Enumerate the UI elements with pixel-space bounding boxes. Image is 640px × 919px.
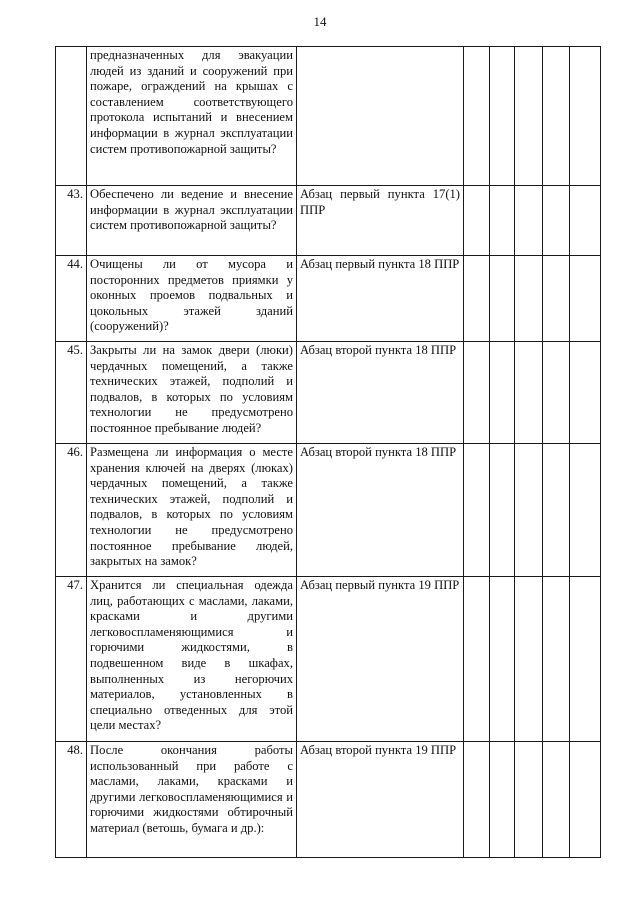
note-cell bbox=[570, 577, 601, 742]
answer-no-cell bbox=[490, 47, 515, 186]
row-number: 45. bbox=[56, 342, 87, 444]
answer-yes-cell bbox=[464, 444, 490, 577]
answer-not-applicable-cell bbox=[515, 342, 543, 444]
table-row bbox=[56, 444, 601, 577]
answer-yes-cell bbox=[464, 577, 490, 742]
answer-yes-cell bbox=[464, 186, 490, 256]
row-number bbox=[56, 47, 87, 186]
answer-yes-cell bbox=[464, 47, 490, 186]
answer-extra-cell bbox=[543, 342, 570, 444]
legal-reference: Абзац первый пункта 17(1) ППР bbox=[297, 186, 464, 256]
legal-reference: Абзац первый пункта 18 ППР bbox=[297, 256, 464, 342]
answer-extra-cell bbox=[543, 444, 570, 577]
note-cell bbox=[570, 47, 601, 186]
note-cell bbox=[570, 256, 601, 342]
table-row bbox=[56, 186, 601, 256]
answer-extra-cell bbox=[543, 742, 570, 858]
answer-extra-cell bbox=[543, 186, 570, 256]
table-row bbox=[56, 256, 601, 342]
row-number: 44. bbox=[56, 256, 87, 342]
answer-not-applicable-cell bbox=[515, 47, 543, 186]
answer-yes-cell bbox=[464, 256, 490, 342]
answer-not-applicable-cell bbox=[515, 742, 543, 858]
table-row bbox=[56, 47, 601, 186]
answer-no-cell bbox=[490, 742, 515, 858]
answer-no-cell bbox=[490, 256, 515, 342]
answer-not-applicable-cell bbox=[515, 186, 543, 256]
checklist-table bbox=[55, 46, 601, 858]
question-text: Обеспечено ли ведение и внесение информации в журнал эксплуатации систем противопожарной защиты? bbox=[87, 186, 297, 256]
note-cell bbox=[570, 186, 601, 256]
legal-reference: Абзац второй пункта 19 ППР bbox=[297, 742, 464, 858]
question-text: Очищены ли от мусора и посторонних предметов приямки у оконных проемов подвальных и цокольных этажей зданий (сооружений)? bbox=[87, 256, 297, 342]
answer-extra-cell bbox=[543, 47, 570, 186]
row-number: 46. bbox=[56, 444, 87, 577]
answer-not-applicable-cell bbox=[515, 256, 543, 342]
note-cell bbox=[570, 342, 601, 444]
answer-extra-cell bbox=[543, 256, 570, 342]
legal-reference: Абзац первый пункта 19 ППР bbox=[297, 577, 464, 742]
answer-no-cell bbox=[490, 342, 515, 444]
row-number: 47. bbox=[56, 577, 87, 742]
answer-not-applicable-cell bbox=[515, 577, 543, 742]
legal-reference: Абзац второй пункта 18 ППР bbox=[297, 444, 464, 577]
legal-reference: Абзац второй пункта 18 ППР bbox=[297, 342, 464, 444]
note-cell bbox=[570, 444, 601, 577]
answer-no-cell bbox=[490, 577, 515, 742]
question-text: предназначенных для эвакуации людей из зданий и сооружений при пожаре, ограждений на крышах с составлением соответствующего протокола испытаний и внесением информации в журнал эксплуатации систем противопожарной защиты? bbox=[87, 47, 297, 186]
row-number: 43. bbox=[56, 186, 87, 256]
table-row bbox=[56, 342, 601, 444]
answer-no-cell bbox=[490, 186, 515, 256]
answer-yes-cell bbox=[464, 742, 490, 858]
answer-not-applicable-cell bbox=[515, 444, 543, 577]
answer-no-cell bbox=[490, 444, 515, 577]
question-text: Закрыты ли на замок двери (люки) чердачных помещений, а также технических этажей, подполий и подвалов, в которых по условиям технологии не предусмотрено постоянное пребывание людей? bbox=[87, 342, 297, 444]
answer-yes-cell bbox=[464, 342, 490, 444]
question-text: Хранится ли специальная одежда лиц, работающих с маслами, лаками, красками и другими легковоспламеняющимися и горючими жидкостями, в подвешенном виде в шкафах, выполненных из негорючих материалов, установленных в специально отведенных для этой цели местах? bbox=[87, 577, 297, 742]
note-cell bbox=[570, 742, 601, 858]
table-row bbox=[56, 577, 601, 742]
row-number: 48. bbox=[56, 742, 87, 858]
legal-reference bbox=[297, 47, 464, 186]
page-number: 14 bbox=[313, 14, 327, 29]
table-row bbox=[56, 742, 601, 858]
question-text: Размещена ли информация о месте хранения ключей на дверях (люках) чердачных помещений, а также технических этажей, подполий и подвалов, в которых по условиям технологии не предусмотрено постоянное пребывание людей, закрытых на замок? bbox=[87, 444, 297, 577]
answer-extra-cell bbox=[543, 577, 570, 742]
question-text: После окончания работы использованный при работе с маслами, лаками, красками и другими легковоспламеняющимися и горючими жидкостями обтирочный материал (ветошь, бумага и др.): bbox=[87, 742, 297, 858]
